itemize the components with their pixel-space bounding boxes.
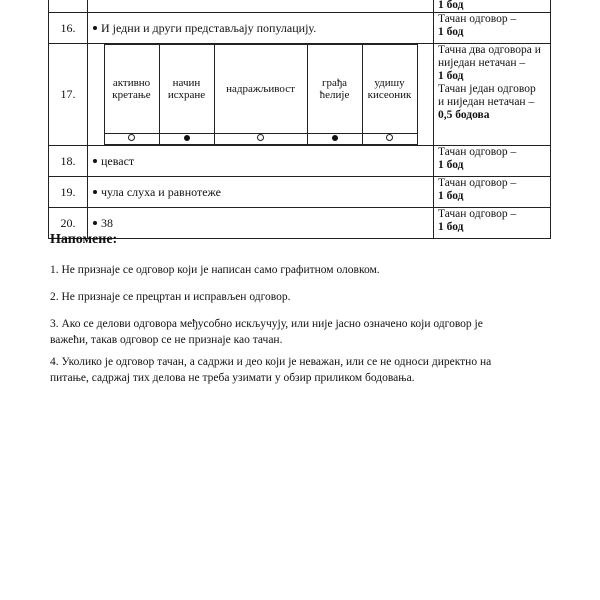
grid-mark [362,134,417,145]
score-label: Тачан одговор – [438,13,517,25]
grid-header-line: кисеоник [367,89,412,101]
answer-cell [88,44,434,146]
question-number: 18. [49,146,88,177]
score-points: 1 бод [438,159,464,171]
score-points: 1 бод [438,0,464,11]
grid-mark [214,134,307,145]
note-1: 1. Не признаје се одговор који је написан само графитном оловком. [50,264,380,276]
score-label: и ниједан нетачан – [438,96,535,108]
answer-cell [88,208,434,239]
score-points: 1 бод [438,221,464,233]
question-number: 20. [49,208,88,239]
empty-circle-icon [257,134,264,141]
table-row [49,208,551,239]
table-row [49,13,551,44]
filled-circle-icon [184,135,190,141]
score-points: 1 бод [438,190,464,202]
score-label: Тачан један одговор [438,83,536,95]
grid-mark [307,134,362,145]
score-points: 1 бод [438,70,464,82]
score-cell [434,0,551,13]
note-4 [50,354,550,386]
grid-header-line: кретање [112,89,151,101]
score-label: Тачна два одговора и [438,44,541,56]
answer-cell [88,146,434,177]
score-label: ниједан нетачан – [438,57,526,69]
notes-title: Напомене: [50,232,118,247]
grid-header-line: исхране [167,89,206,101]
question-number: 19. [49,177,88,208]
score-label: Тачан одговор – [438,177,517,189]
note-line: питање, садржај тих делова не треба узимати у обзир приликом бодовања. [50,372,415,384]
empty-circle-icon [386,134,393,141]
grid-header-line: удишу [374,77,405,89]
grid-header [362,45,417,134]
grid-header-line: ћелије [319,89,350,101]
grid-header [159,45,214,134]
bullet-icon [93,221,97,225]
answer-text: чула слуха и равнотеже [101,184,222,199]
grid-header-line: начин [172,77,201,89]
score-points: 0,5 бодова [438,109,490,121]
answer-grid [104,44,418,145]
answer-text: цеваст [101,153,135,168]
score-cell [434,44,551,146]
answer-cell [88,13,434,44]
question-number: 17. [49,44,88,146]
table-row [49,44,551,146]
grid-header-row [104,45,417,134]
score-cell [434,177,551,208]
note-line: 4. Уколико је одговор тачан, а садржи и део који је неважан, или се не односи директно на [50,356,492,368]
empty-circle-icon [128,134,135,141]
answer-cell [88,0,434,13]
grid-mark-row [104,134,417,145]
score-label: Тачан одговор – [438,146,517,158]
grid-header-line: активно [112,77,151,89]
answer-text: И једни и други представљају популацију. [101,20,317,35]
answer-text: 38 [101,215,113,230]
note-2: 2. Не признаје се прецртан и исправљен одговор. [50,291,291,303]
note-line: важећи, такав одговор се не признаје као тачан. [50,334,283,346]
grid-mark [159,134,214,145]
bullet-icon [93,26,97,30]
grid-header [104,45,159,134]
table-row [49,177,551,208]
question-number: 16. [49,13,88,44]
grid-header-line: надражљивост [226,83,295,95]
score-cell [434,146,551,177]
table-row [49,0,551,13]
score-points: 1 бод [438,26,464,38]
score-cell [434,13,551,44]
table-row [49,146,551,177]
filled-circle-icon [332,135,338,141]
grid-header-line: грађа [321,77,348,89]
answer-key-table [48,0,551,239]
grid-mark [104,134,159,145]
bullet-icon [93,190,97,194]
question-number [49,0,88,13]
bullet-icon [93,159,97,163]
grid-header [307,45,362,134]
answer-cell [88,177,434,208]
note-line: 3. Ако се делови одговора међусобно искључују, или није јасно означено који одговор је [50,318,483,330]
grid-header [214,45,307,134]
score-label: Тачан одговор – [438,208,517,220]
note-3 [50,316,550,348]
score-cell [434,208,551,239]
